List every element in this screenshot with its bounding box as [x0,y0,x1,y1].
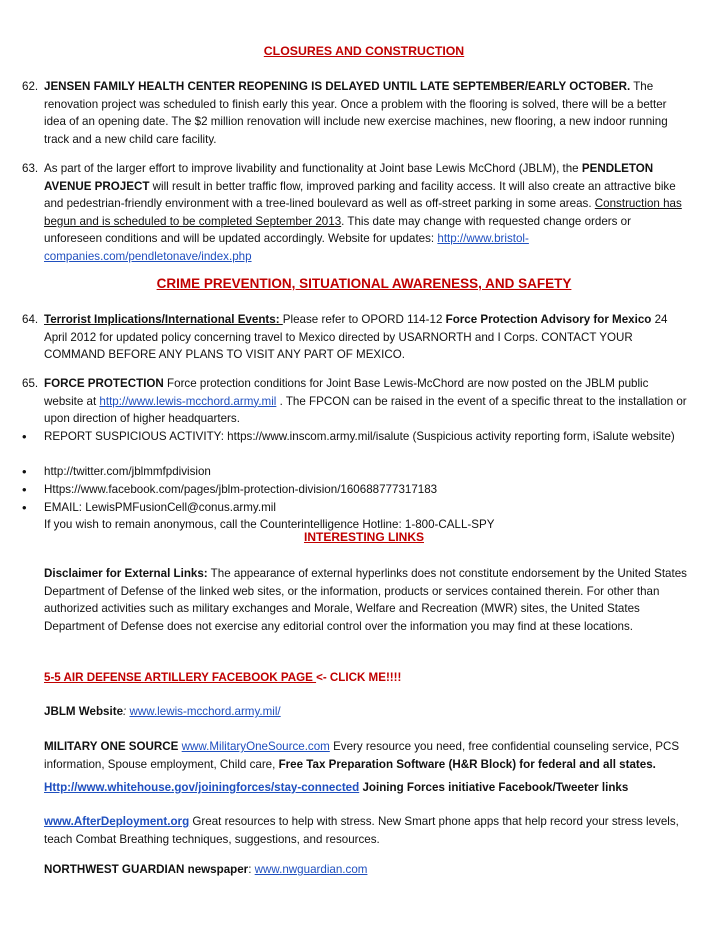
bullet-text: REPORT SUSPICIOUS ACTIVITY: https://www.inscom.army.mil/isalute (Suspicious activity reporting form, iSalute website) [44,430,675,443]
item-64-headline: Terrorist Implications/International Events: [44,313,283,326]
joining-forces-link[interactable]: Http://www.whitehouse.gov/joiningforces/stay-connected [44,781,360,794]
bullet-text: Https://www.facebook.com/pages/jblm-protection-division/160688777317183 [44,483,438,496]
anonymous-hotline: If you wish to remain anonymous, call the Counterintelligence Hotline: 1-800-CALL-SPY [44,518,495,531]
joining-forces-text: Joining Forces initiative Facebook/Tweeter links [359,781,629,794]
military-one-source [44,738,694,773]
mos-tax-text: Free Tax Preparation Software (H&R Block) for federal and all states. [278,757,656,771]
item-63-headline: PENDLETON AVENUE PROJECT [44,162,654,193]
item-63-body: will result in better traffic flow, improved parking and facility access. It will also create an attractive bike and pedestrian-friendly environment with a tree-lined boulevard as well as off-street parking in some areas. [44,179,676,210]
after-deployment-link[interactable]: www.AfterDeployment.org [44,815,190,828]
northwest-guardian-link[interactable]: www.nwguardian.com [254,863,368,876]
item-number: 65. [22,377,39,390]
bullet-item [22,481,690,499]
bullet-icon: • [22,482,27,497]
item-62-headline: JENSEN FAMILY HEALTH CENTER REOPENING IS DELAYED UNTIL LATE SEPTEMBER/EARLY OCTOBER. [44,80,631,93]
item-65-body: . The FPCON can be raised in the event of a specific threat to the installation or upon direction of higher headquarters. [44,394,687,425]
guardian-colon: : [248,863,255,876]
guardian-label: NORTHWEST GUARDIAN newspaper [44,863,249,876]
bullet-text: EMAIL: LewisPMFusionCell@conus.army.mil [44,501,276,514]
bullet-icon: • [22,500,27,515]
disclaimer-text: The appearance of external hyperlinks does not constitute endorsement by the United States Department of Defense of the linked web sites, or the information, products or services contained therein. For other than authorized activities such as military exchanges and Morale, Welfare and Recreation (MWR) sites, the United States Department of Defense does not exercise any editorial control over the information you may find at these locations. [44,567,687,633]
joining-forces-line [44,779,694,797]
item-64-body: 24 April 2012 for updated policy concerning travel to Mexico directed by USARNORTH and I Corps. CONTACT YOUR COMMAND BEFORE ANY PLANS TO VISIT ANY PART OF MEXICO. [44,313,668,361]
item-64 [22,311,690,364]
item-number: 64. [22,313,39,326]
item-64-intro: Please refer to OPORD 114-12 [282,313,446,326]
bullet-icon: • [22,464,27,479]
jblm-website-line [44,703,694,721]
click-me-text: <- CLICK ME!!!! [316,671,402,684]
bullet-icon: • [22,429,27,444]
pendleton-link[interactable]: http://www.bristol-companies.com/pendletonave/index.php [44,232,529,263]
item-63-intro: As part of the larger effort to improve livability and functionality at Joint base Lewis McChord (JBLM), the [44,162,582,175]
northwest-guardian-line [44,861,694,879]
bullet-text: http://twitter.com/jblmmfpdivision [44,465,211,478]
section-heading-links: INTERESTING LINKS [303,530,424,544]
item-65-intro: Force protection conditions for Joint Base Lewis-McChord are now posted on the JBLM public website at [44,377,649,408]
item-number: 63. [22,162,39,175]
bullet-item [22,463,690,481]
mos-text: Every resource you need, free confidential counseling service, PCS information, Spouse employment, Child care, [44,740,680,771]
after-deployment-text: Great resources to help with stress. New Smart phone apps that help record your stress levels, teach Combat Breathing techniques, suggestions, and resources. [44,815,679,846]
disclaimer [44,565,694,635]
item-63-body-end: . This date may change with requested change orders or unforeseen conditions and will be updated accordingly. Website for updates: [44,214,631,245]
item-63-schedule: Construction has begun and is scheduled to be completed September 2013 [44,197,682,228]
bullet-item [22,428,690,446]
item-number: 62. [22,80,39,93]
item-65 [22,375,690,428]
section-heading-closures: CLOSURES AND CONSTRUCTION [263,44,465,58]
jblm-website-link[interactable]: www.lewis-mcchord.army.mil/ [129,705,281,718]
item-64-advisory: Force Protection Advisory for Mexico [445,313,652,326]
item-63 [22,160,690,265]
mos-label: MILITARY ONE SOURCE [44,740,179,753]
after-deployment-line [44,813,694,848]
item-62 [22,78,690,148]
jblm-website-label: JBLM Website [44,705,124,718]
facebook-line [44,669,694,687]
disclaimer-label: Disclaimer for External Links: [44,567,208,580]
bullet-item [22,499,690,517]
item-62-body: The renovation project was scheduled to finish early this year. Once a problem with the flooring is solved, there will be a better idea of an opening date. The $2 million renovation will include new exercise machines, new flooring, a new indoor running track and a new child care facility. [44,80,668,146]
section-heading-crime: CRIME PREVENTION, SITUATIONAL AWARENESS, AND SAFETY [156,276,572,291]
jblm-public-website-link[interactable]: http://www.lewis-mcchord.army.mil [99,394,277,408]
item-65-headline: FORCE PROTECTION [44,377,164,390]
facebook-page-link[interactable]: 5-5 AIR DEFENSE ARTILLERY FACEBOOK PAGE [44,671,317,684]
jblm-colon: : [123,705,130,718]
military-one-source-link[interactable]: www.MilitaryOneSource.com [181,740,330,753]
